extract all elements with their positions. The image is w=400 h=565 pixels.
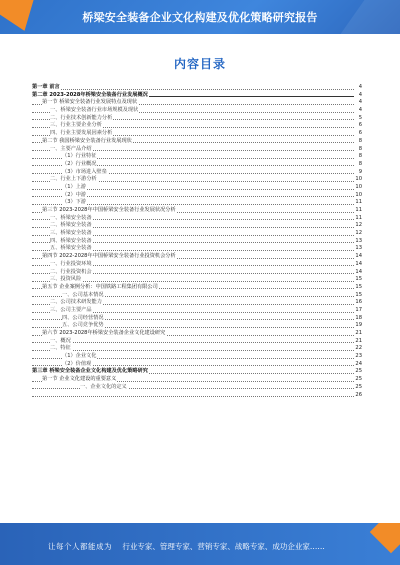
- toc-entry-title: 一、主要产品介绍: [50, 145, 92, 152]
- toc-page-number: 15: [355, 276, 362, 283]
- toc-entry-title: 五、桥梁安全装备: [50, 245, 92, 252]
- toc-entry-title: 第六节 2023-2028年桥梁安全装备企业文化建设研究: [42, 330, 166, 336]
- toc-entry-title: （3）下游: [62, 199, 87, 206]
- toc-entry[interactable]: [32, 122, 362, 130]
- toc-page-number: 9: [354, 169, 362, 177]
- footer-corner-accent: [370, 523, 400, 553]
- toc-page-number: 24: [355, 360, 362, 367]
- footer-slogan: [48, 541, 325, 552]
- toc-page-number: 10: [355, 176, 362, 183]
- toc-entry-title: 第五节 企业案例分析：中国铁路工程集团有限公司: [42, 283, 158, 290]
- toc-entry[interactable]: [32, 176, 362, 184]
- toc-entry-title: （1）上游: [62, 183, 87, 190]
- toc-entry[interactable]: [32, 261, 362, 269]
- toc-page-number: 15: [355, 291, 362, 298]
- toc-page-number: 10: [355, 183, 362, 190]
- toc-entry[interactable]: [32, 84, 362, 92]
- toc-entry[interactable]: [32, 392, 362, 400]
- toc-entry-title: 四、行业主要发展因素分析: [50, 130, 113, 137]
- slogan-lead: 让每个人都能成为: [48, 542, 112, 551]
- toc-entry-title: 三、桥梁安全装备: [50, 230, 92, 237]
- toc-entry[interactable]: [32, 199, 362, 207]
- toc-entry-title: 第一节 企业文化建设的重要意义: [42, 376, 117, 383]
- toc-page-number: 11: [355, 207, 362, 213]
- slogan-roles: 行业专家、管理专家、营销专家、战略专家、成功企业家……: [122, 542, 325, 551]
- toc-entry[interactable]: [32, 330, 362, 338]
- report-title: 桥梁安全装备企业文化构建及优化策略研究报告: [82, 11, 318, 24]
- toc-entry[interactable]: [32, 368, 362, 376]
- toc-entry-title: 二、特征: [50, 345, 71, 352]
- toc-entry-title: （1）企业文化: [62, 353, 97, 360]
- toc-entry-title: 第四节 2022-2028年中国桥梁安全装备行业投资机会分析: [42, 253, 176, 260]
- toc-entry-title: （2）行业概况: [62, 160, 97, 167]
- toc-dot-leader: [32, 396, 354, 397]
- toc-entry-title: 第三章 桥梁安全装备企业文化构建及优化策略研究: [32, 368, 148, 375]
- toc-entry[interactable]: [32, 253, 362, 261]
- toc-entry[interactable]: [32, 138, 362, 146]
- toc-page-number: 5: [354, 115, 362, 123]
- toc-page-number: 14: [355, 260, 362, 267]
- toc-page-number: 14: [355, 253, 362, 260]
- toc-page-number: 22: [355, 345, 362, 352]
- toc-entry[interactable]: [32, 107, 362, 115]
- toc-entry[interactable]: [32, 130, 362, 138]
- toc-page-number: 25: [355, 376, 362, 383]
- toc-page-number: 25: [355, 383, 362, 390]
- toc-page-number: 13: [355, 237, 362, 244]
- toc-entry-title: 第二章 2023-2028年桥梁安全装备行业发展概况: [32, 91, 148, 98]
- toc-entry[interactable]: [32, 269, 362, 277]
- toc-entry-title: 一、桥梁安全装备: [50, 214, 92, 221]
- toc-entry[interactable]: [32, 184, 362, 192]
- toc-entry[interactable]: [32, 161, 362, 169]
- toc-page-number: 6: [354, 130, 362, 138]
- toc-page-number: 8: [354, 161, 362, 169]
- toc-entry[interactable]: [32, 353, 362, 361]
- toc-page-number: 8: [354, 146, 362, 154]
- toc-page-number: 4: [354, 92, 362, 100]
- toc-page-number: 11: [355, 199, 362, 206]
- toc-entry-title: 一、桥梁安全装备行业市场规模及现状: [50, 107, 139, 114]
- toc-page-number: 25: [355, 368, 362, 375]
- toc-entry-title: 一、企业文化的定义: [80, 383, 127, 390]
- toc-entry-title: （2）中游: [62, 191, 87, 198]
- toc-entry[interactable]: [32, 345, 362, 353]
- toc-entry-title: （2）价值观: [62, 360, 92, 367]
- toc-page-number: 4: [354, 99, 362, 107]
- toc-page-number: 12: [355, 230, 362, 237]
- toc-entry-title: （3）市场进入壁垒: [62, 168, 107, 175]
- toc-entry[interactable]: [32, 153, 362, 161]
- toc-page-number: 21: [355, 337, 362, 344]
- toc-entry[interactable]: [32, 338, 362, 346]
- toc-entry-title: 三、公司主要产品: [50, 306, 92, 313]
- toc-entry-title: 四、桥梁安全装备: [50, 237, 92, 244]
- toc-page-number: 10: [355, 191, 362, 198]
- toc-page-number: 15: [355, 283, 362, 290]
- toc-entry-title: 第二节 我国桥梁安全装备行业发展现状: [42, 137, 132, 144]
- toc-page-number: 6: [354, 122, 362, 130]
- toc-page-number: 18: [355, 314, 362, 321]
- toc-entry-title: 四、公司经营情况: [62, 314, 104, 321]
- toc-entry-title: 二、行业上下游分析: [50, 176, 97, 183]
- toc-entry-title: 三、行业主要企业分析: [50, 122, 102, 129]
- toc-page-number: 12: [355, 222, 362, 229]
- toc-entry[interactable]: [32, 222, 362, 230]
- toc-entry-title: 第三节 2023-2028年中国桥梁安全装备行业发展状况分析: [42, 207, 176, 213]
- toc-page-number: 11: [355, 214, 362, 221]
- toc-entry-title: 一、行业投资环境: [50, 260, 92, 267]
- toc-entry-title: 二、行业技术创新能力分析: [50, 114, 113, 121]
- toc-entry[interactable]: [32, 99, 362, 107]
- toc-page-number: 19: [355, 322, 362, 329]
- toc-entry[interactable]: [32, 276, 362, 284]
- toc-entry[interactable]: [32, 299, 362, 307]
- toc-page-number: 4: [354, 84, 362, 92]
- toc-heading: 内容目录: [173, 57, 226, 71]
- toc-entry-title: 一、公司基本情况: [62, 291, 104, 298]
- toc-entry[interactable]: [32, 230, 362, 238]
- toc-page-number: 14: [355, 268, 362, 275]
- toc-entry[interactable]: [32, 376, 362, 384]
- toc-page-number: 21: [355, 330, 362, 336]
- toc-entry[interactable]: [32, 207, 362, 215]
- toc-page-number: 8: [354, 138, 362, 146]
- toc-entry[interactable]: [32, 307, 362, 315]
- toc-entry-title: 二、桥梁安全装备: [50, 222, 92, 229]
- toc-entry[interactable]: [32, 245, 362, 253]
- toc-page-number: 17: [355, 306, 362, 313]
- toc-dot-leader: [32, 350, 354, 351]
- report-header-band: [0, 0, 400, 34]
- toc-entry-title: 三、投资风险: [50, 276, 82, 283]
- toc-page-number: 16: [355, 299, 362, 306]
- toc-entry[interactable]: [32, 284, 362, 292]
- toc-page-number: 8: [354, 153, 362, 161]
- toc-dot-leader: [32, 89, 354, 90]
- toc-page-number: 26: [355, 391, 362, 398]
- toc-entry-title: 第一节 桥梁安全装备行业发展特点及现状: [42, 99, 138, 106]
- toc-entry-title: 二、公司技术研发能力: [50, 299, 102, 306]
- toc-page-number: 4: [354, 107, 362, 115]
- toc-page-number: 13: [355, 245, 362, 252]
- toc-page-number: 23: [355, 353, 362, 360]
- toc-entry-title: 五、公司竞争优势: [62, 322, 104, 329]
- toc-entry-title: 一、概况: [50, 337, 71, 344]
- toc-dot-leader: [32, 342, 354, 343]
- toc-entry-title: （1）行业特征: [62, 153, 97, 160]
- toc-entry[interactable]: [32, 384, 362, 392]
- toc-entry[interactable]: [32, 322, 362, 330]
- footer-band: [0, 523, 400, 565]
- toc-entry-title: 二、行业投资机会: [50, 268, 92, 275]
- toc-entry-title: 第一章 前言: [32, 84, 60, 90]
- table-of-contents: [32, 84, 362, 399]
